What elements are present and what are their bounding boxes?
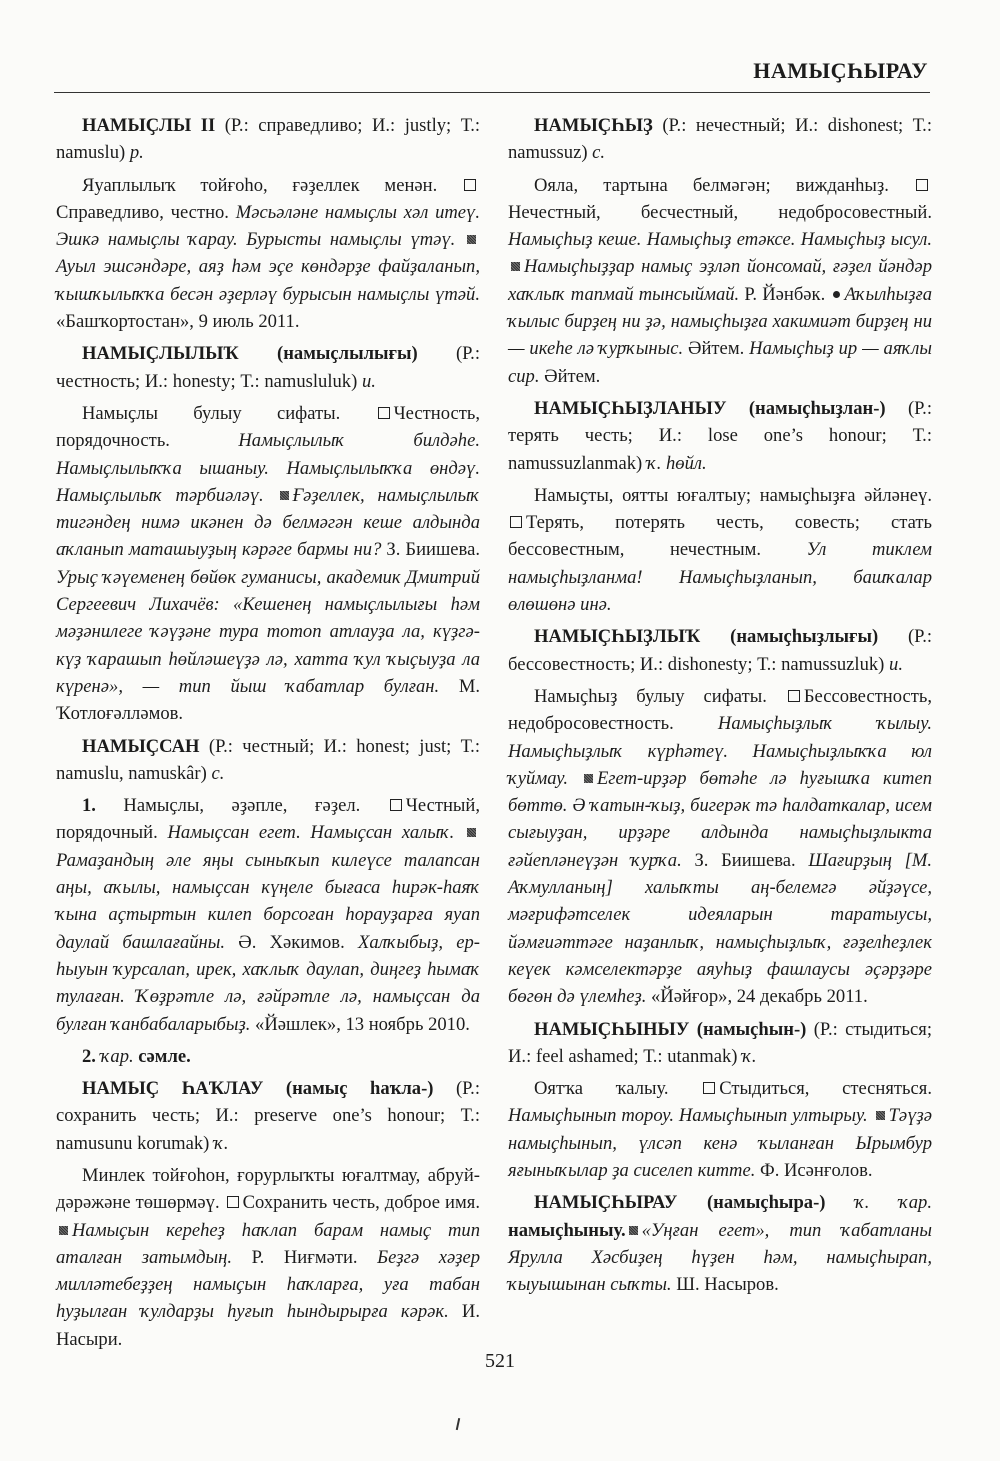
entry-pos: с. [211,762,225,784]
entry-grammar: (Р.: честный; И.: honest; just; Т.: namuslu, namuskâr) [56,735,480,784]
entry-definition [508,683,932,1011]
translation-box-icon [788,690,800,702]
entry-grammar: (Р.: справедливо; И.: justly; Т.: namuslu) [56,115,481,164]
cross-reference: сәмле. [133,1045,191,1067]
citation-source: Әйтем. [539,365,601,387]
entry-headword: НАМЫҪҺЫНЫУ [534,1018,690,1040]
citation-source: З. Биишева. [681,849,809,871]
citation-text: Егет-ирҙәр бөтәһе лә һуғышҡа китеп бөттө. Ә ҡатын-ҡыҙ, бигерәк тә һалдаткалар, исем сығыуҙан, ирҙәре алдында намыҫһыҙлыкта ғәйепләнеүҙән ҡурҡа. [508,767,933,871]
entry-headword: НАМЫҪЛЫ II [82,115,216,136]
header-rule [54,92,930,93]
citation-text: «Уңған егет», тип ҡабатланы Ярулла Хәсбиҙең һүҙен һәм, намыҫһырап, ҡыуышынан сыҡты. [508,1219,932,1296]
translation-text: Нечестный, бесчестный, недобросовестный. [508,201,932,223]
running-head: НАМЫҪҺЫРАУ [753,58,928,83]
entry-grammar: (Р.: бессовестность; И.: dishonesty; Т.: namussuzluk) [508,626,933,675]
citation-text: Аҡылһыҙға ҡылыс бирҙең ни ҙә, намыҫһыҙға хакимиәт бирҙең ни — икеһе лә ҡурҡыныс. [508,283,932,360]
citation-source: Ш. Насыров. [671,1274,779,1296]
entry-pos: и. [361,370,376,392]
example-text: Намыҫһыҙ кеше. Намыҫһыҙ етәксе. Намыҫһыҙ ысул. [508,229,932,251]
citation-square-icon [584,774,593,783]
citation-source: Ф. Исәнғолов. [755,1159,873,1181]
citation-source: «Йәйғор», 24 декабрь 2011. [646,986,868,1008]
entry-grammar: (Р.: сохранить честь; И.: preserve one’s honour; Т.: namusunu korumak) [56,1078,480,1154]
entry-namyshyzlyk [508,623,932,678]
translation-box-icon [227,1196,239,1208]
definition-text: Намыҫһыҙ булыу сифаты. [534,685,786,707]
citation-text: Беҙгә хәҙер милләтебеҙҙең намыҫын һаҡларға, уға табан һуҙылған ҡулдарҙы һуғып һындырырға кәрәк. [56,1246,480,1323]
citation-square-icon [629,1226,638,1235]
translation-text: Терять, потерять честь, совесть; стать бессовестным, нечестным. [508,512,932,561]
entry-form: (намыҫһыра-) [677,1192,826,1214]
example-text: Ул тиклем намыҫһыҙланма! Намыҫһыҙланып, башҡалар өлөшөнә инә. [508,539,932,616]
entry-headword: НАМЫҪСАН [82,735,200,757]
entry-headword: НАМЫҪҺЫҘ [534,115,653,136]
entry-headword: НАМЫҪҺЫҘЛАНЫУ [534,397,727,419]
citation-source: М. Ҡотлоғәлләмов. [56,675,480,725]
cross-reference: намыҫһыныу. [508,1219,626,1241]
entry-namyshyz [508,112,932,167]
entry-pos: с. [592,142,606,164]
entry-namyshyrau [508,1189,932,1298]
definition-text: Яуаплылыҡ тойғоһо, ғәҙеллек менән. [82,174,462,196]
definition-text: Намыҫты, оятты юғалтыу; намыҫһыҙға әйләнеү. [534,484,932,506]
example-text: Намыҫһынып тороу. Намыҫһынып ултырыу. [508,1105,873,1127]
example-text: Мәсьәләне намыҫлы хәл итеү. Эшкә намыҫлы ҡарау. Бурысты намыҫлы үтәү. [56,201,480,251]
entry-namyshyzlanyu [508,395,932,477]
citation-source: Ә. Хәкимов. [225,931,358,953]
entry-definition [508,1075,932,1184]
citation-text: Ауыл эшсәндәре, аяҙ һәм эҫе көндәрҙе файҙаланып, ҡышҡылыҡҡа бесән әҙерләү бурысын намыҫлы үтәй. [56,256,480,305]
translation-box-icon [390,799,402,811]
right-column [508,112,932,1303]
entry-form: (намыҫ һаҡла-) [263,1078,434,1100]
entry-namys-haklau [56,1075,480,1157]
translation-box-icon [703,1082,715,1094]
citation-square-icon [59,1226,68,1235]
entry-headword: НАМЫҪЛЫЛЫҠ [82,343,239,365]
translation-box-icon [916,179,928,191]
definition-text: Оятҡа ҡалыу. [534,1078,702,1100]
entry-definition [508,482,932,618]
citation-square-icon [280,491,289,500]
entry-headword: НАМЫҪ ҺАҠЛАУ [82,1078,264,1100]
definition-text: Намыҫлы, әҙәпле, ғәҙел. [95,795,388,817]
citation-source: И. Насыри. [56,1301,480,1350]
proverb-bullet-icon [833,291,840,298]
margin-mark [456,1418,460,1430]
translation-text: Сохранить честь, доброе имя. [242,1192,480,1214]
translation-text: Справедливо, честно. [56,201,236,223]
entry-pos: р. [129,142,144,164]
sense-number: 2. [82,1045,96,1067]
citation-source: Р. Йәнбәк. [739,283,831,305]
citation-text: Намыҫын кереһеҙ һаҡлап барам намыҫ тип аталған затымдың. [56,1219,480,1268]
entry-grammar: (Р.: честность; И.: honesty; Т.: namusluluk) [56,343,480,392]
citation-square-icon [467,235,476,244]
citation-text: Шағирҙың [М. Аҡмулланың] халыҡты аң-белемгә әйҙәүсе, мәғрифәтселек идеяларын таратыусы, йәмғиәттәге наҙанлыҡ, намыҫһыҙлыҡ, ғәҙелһеҙлек кеүек кәмселектәрҙе аяуһыҙ фашлаусы әҫәрҙәре бөгөн дә үлемһеҙ. [508,849,932,1008]
entry-pos: ҡ. [742,1045,757,1067]
entry-form: (намыҫлылығы) [238,343,418,365]
citation-text: Тәүҙә намыҫһынып, үлсәп кенә ҡыланған Ырымбур яғыныҡылар ҙа сиселеп китте. [508,1105,932,1181]
definition-text: Намыҫлы булыу сифаты. [82,402,376,424]
citation-source: «Йәшлек», 13 ноябрь 2010. [250,1013,470,1035]
citation-text: Халҡыбыҙ, ер-һыуын ҡурсалап, ирек, хаҡлыҡ даулап, диңгеҙ һымаҡ тулаған. Ҡөҙрәтле лә, ғәйрәтле лә, намыҫсан да булған ҡанбабаларыбыҙ. [56,931,480,1035]
translation-box-icon [510,516,522,528]
entry-headword: НАМЫҪҺЫҘЛЫҠ [534,626,701,648]
translation-box-icon [464,179,476,191]
citation-source: Р. Ниғмәти. [232,1246,378,1268]
citation-text: Намыҫһыҙ ир — аяҡлы сир. [508,338,932,387]
entry-pos: ҡар. [95,1045,134,1067]
entry-pos: ҡ. [214,1132,229,1154]
definition-text: Ояла, тартына белмәгән; вижданһыҙ. [534,174,914,196]
citation-square-icon [511,262,520,271]
citation-text: Намыҫһыҙҙар намыҫ эҙләп йонсомай, ғәҙел йәндәр хаҡлыҡ тапмай тынсыймай. [508,256,932,305]
citation-text: Урыҫ ҡәүеменең бөйөк гуманисы, академик Дмитрий Сергеевич Лихачёв: «Кешенең намыҫлылығы һәм мәҙәнилеге ҡәүҙәне тура тотоп атлауҙа ла, күҙгә-күҙ ҡарашып һөйләшеүҙә лә, хатта ҡул ҡыҫыуҙа ла күренә», — тип йыш ҡабатлар булған. [56,566,480,697]
entry-form: (намыҫһын-) [689,1018,807,1040]
entry-grammar: (Р.: нечестный; И.: dishonest; Т.: namussuz) [508,115,932,164]
translation-text: Честность, порядочность. [56,402,480,452]
citation-source: Әйтем. [683,338,750,360]
entry-namyshynyu [508,1016,932,1071]
entry-definition [508,172,932,390]
entry-form: (намыҫһыҙлан-) [726,397,886,419]
example-text: Намыҫһыҙлыҡ ҡылыу. Намыҫһыҙлыҡ күрһәтеү. Намыҫһыҙлыҡҡа юл ҡуймау. [508,713,932,789]
translation-box-icon [378,407,390,419]
definition-text: Минлек тойғоһон, ғорурлыҡты юғалтмау, абруй-дәрәжәне төшөрмәү. [56,1164,480,1214]
translation-text: Стыдиться, стесняться. [719,1078,932,1100]
entry-pos: ҡ. һөйл. [646,452,707,474]
entry-headword: НАМЫҪҺЫРАУ [534,1192,678,1214]
example-text: Намыҫлылыҡ билдәһе. Намыҫлылыҡҡа ышаныу. Намыҫлылыҡҡа өндәү. Намыҫлылыҡ тәрбиәләү. [56,430,480,506]
citation-source: З. Биишева. [381,539,480,561]
translation-text: Честный, порядочный. [56,795,480,844]
entry-definition [56,792,480,1038]
example-text: Намыҫсан егет. Намыҫсан халыҡ. [167,822,464,844]
citation-square-icon [467,828,476,837]
sense-number: 1. [82,795,96,817]
entry-definition [56,1162,480,1353]
entry-form: (намыҫһыҙлығы) [700,626,879,648]
entry-pos: и. [889,653,903,675]
entry-definition [56,172,480,336]
entry-grammar: (Р.: терять честь; И.: lose one’s honour; Т.: namussuzlanmak) [508,397,932,474]
entry-definition [56,400,480,728]
left-column [56,112,480,1358]
entry-namyssan [56,733,480,788]
citation-source: «Башҡортостан», 9 июль 2011. [56,311,300,333]
citation-square-icon [876,1111,885,1120]
translation-text: Бессовестность, недобросовестность. [508,685,932,735]
entry-sense-2 [56,1043,480,1070]
entry-grammar: (Р.: стыдиться; И.: feel ashamed; Т.: utanmak) [508,1018,932,1067]
citation-text: Ғәҙеллек, намыҫлылыҡ тигәндең нимә икәнен дә белмәгән кеше алдында аҡланып маташыуҙың кәрәге бармы ни? [56,484,480,561]
citation-text: Рамаҙандың әле яңы сыныҡып килеүсе талапсан аңы, аҡылы, намыҫсан күңеле бығаса һирәк-һаяҡ ҡына аҫтыртын килеп борсоған һорауҙарға яуап даулай башлағайны. [56,849,480,953]
page-number: 521 [485,1350,515,1372]
entry-pos: ҡ. ҡар. [825,1192,932,1214]
entry-namyslы-2 [56,112,480,167]
entry-namyslylyk [56,340,480,395]
